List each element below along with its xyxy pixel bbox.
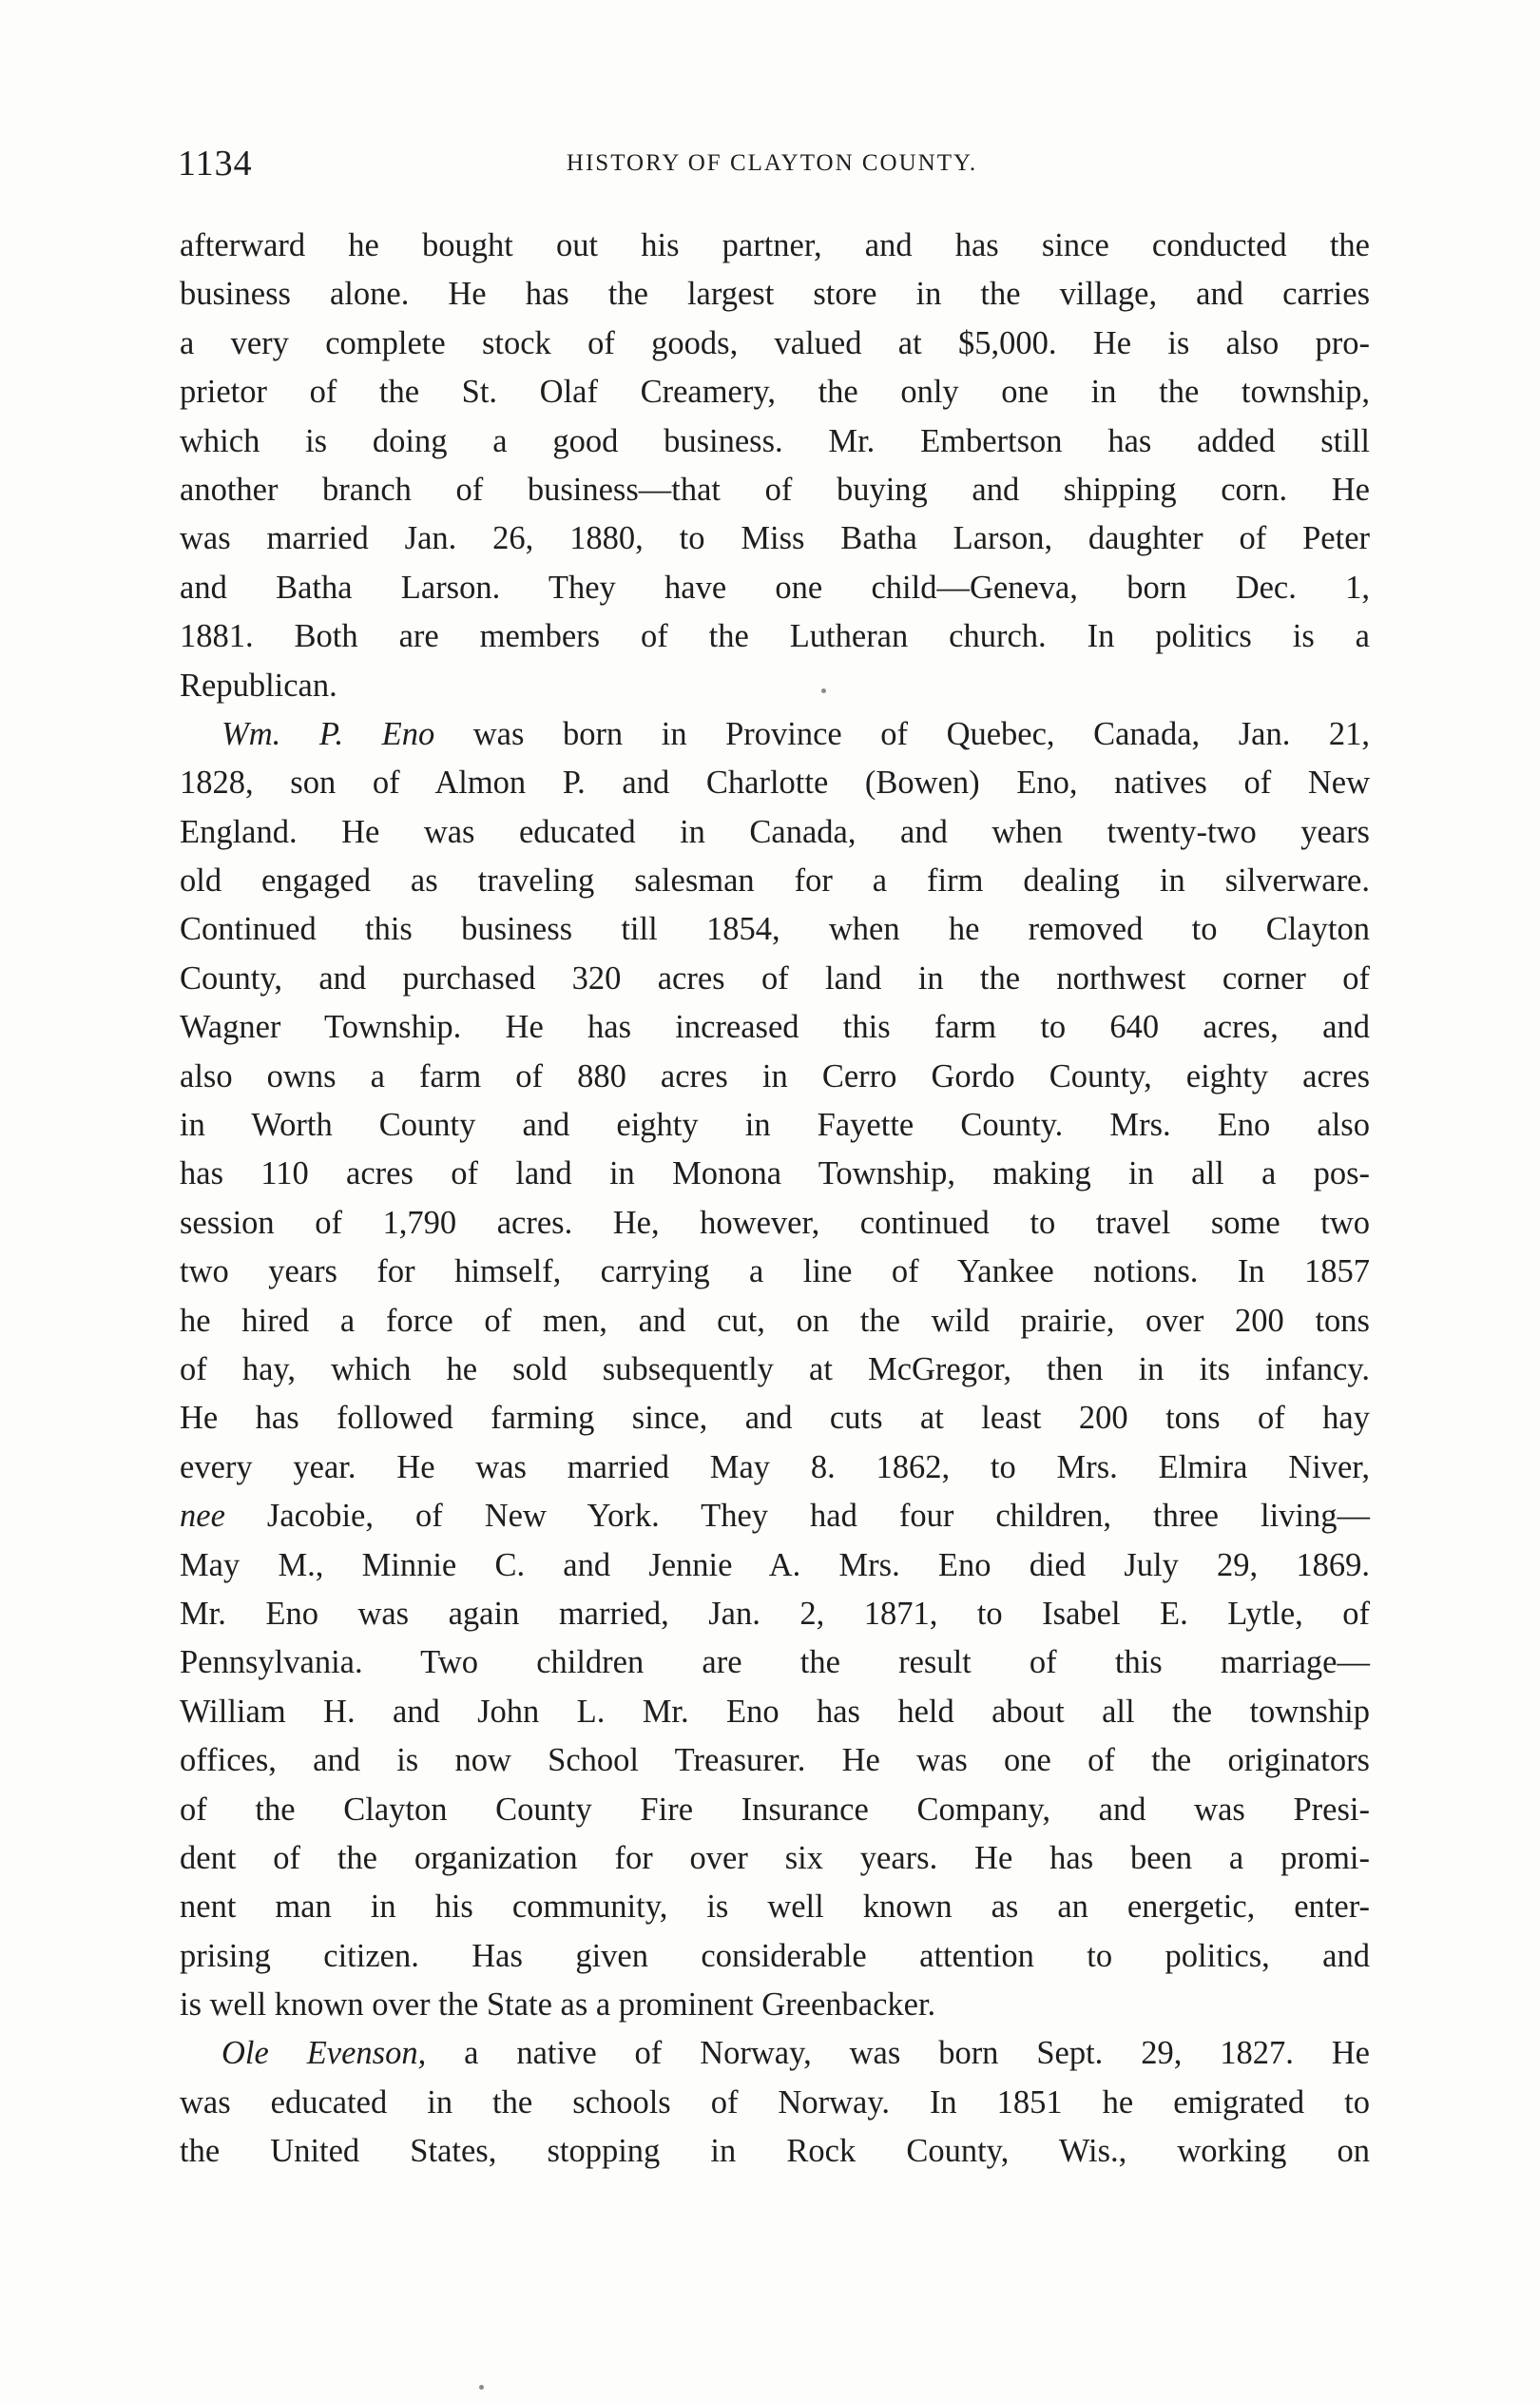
text-line: old engaged as traveling salesman for a firm dealing in silverware. bbox=[180, 862, 1370, 900]
subject-name-eno: Wm. P. Eno bbox=[221, 715, 435, 752]
text-line: and Batha Larson. They have one child—Geneva, born Dec. 1, bbox=[180, 569, 1370, 606]
text-line: Mr. Eno was again married, Jan. 2, 1871, to Isabel E. Lytle, of bbox=[180, 1595, 1370, 1632]
text-line: afterward he bought out his partner, and has since conducted the bbox=[180, 227, 1370, 263]
print-speck bbox=[821, 688, 826, 693]
text-line: He has followed farming since, and cuts at least 200 tons of hay bbox=[180, 1400, 1370, 1437]
text-line: Wagner Township. He has increased this farm to 640 acres, and bbox=[180, 1009, 1370, 1046]
text-line: two years for himself, carrying a line of Yankee notions. In 1857 bbox=[180, 1253, 1370, 1290]
text-line: in Worth County and eighty in Fayette County. Mrs. Eno also bbox=[180, 1107, 1370, 1144]
text-line: also owns a farm of 880 acres in Cerro Gordo County, eighty acres bbox=[180, 1057, 1370, 1094]
text-line: he hired a force of men, and cut, on the wild prairie, over 200 tons bbox=[180, 1302, 1370, 1339]
text-line: was married Jan. 26, 1880, to Miss Batha Larson, daughter of Peter bbox=[180, 520, 1370, 557]
text-line: England. He was educated in Canada, and when twenty-two years bbox=[180, 813, 1370, 850]
text-line: of the Clayton County Fire Insurance Company, and was Presi- bbox=[180, 1791, 1370, 1828]
text-line: which is doing a good business. Mr. Embertson has added still bbox=[180, 422, 1370, 459]
text-line: 1881. Both are members of the Lutheran church. In politics is a bbox=[180, 618, 1370, 655]
text-line: prietor of the St. Olaf Creamery, the only one in the township, bbox=[180, 374, 1370, 411]
page-number: 1134 bbox=[178, 144, 253, 184]
text-line-nee bbox=[180, 1492, 1370, 1540]
text-line: is well known over the State as a prominent Greenbacker. bbox=[180, 1986, 936, 2024]
page-header bbox=[178, 143, 1366, 190]
print-speck bbox=[479, 2385, 484, 2390]
text-line: nent man in his community, is well known as an energetic, enter- bbox=[180, 1889, 1370, 1926]
text-line: William H. and John L. Mr. Eno has held about all the township bbox=[180, 1693, 1370, 1730]
body-text bbox=[180, 222, 1370, 2177]
text-line: a native of Norway, was born Sept. 29, 1827. He bbox=[464, 2035, 1370, 2072]
text-line: Republican. bbox=[180, 667, 337, 704]
text-line: Continued this business till 1854, when he removed to Clayton bbox=[180, 911, 1370, 948]
text-line: has 110 acres of land in Monona Township, making in all a pos- bbox=[180, 1155, 1370, 1192]
paragraph-start-evenson bbox=[180, 2029, 1370, 2078]
text-line: business alone. He has the largest store in the village, and carries bbox=[180, 276, 1370, 313]
text-line: dent of the organization for over six years. He has been a promi- bbox=[180, 1839, 1370, 1876]
text-line: every year. He was married May 8. 1862, to Mrs. Elmira Niver, bbox=[180, 1448, 1370, 1485]
text-line: of hay, which he sold subsequently at McGregor, then in its infancy. bbox=[180, 1350, 1370, 1387]
text-line: prising citizen. Has given considerable attention to politics, and bbox=[180, 1937, 1370, 1974]
text-line: the United States, stopping in Rock County, Wis., working on bbox=[180, 2133, 1370, 2170]
paragraph-start-eno bbox=[180, 710, 1370, 759]
text-line: May M., Minnie C. and Jennie A. Mrs. Eno died July 29, 1869. bbox=[180, 1546, 1370, 1583]
nee-word: nee bbox=[180, 1498, 225, 1535]
text-line: session of 1,790 acres. He, however, continued to travel some two bbox=[180, 1204, 1370, 1241]
text-line: Jacobie, of New York. They had four children, three living— bbox=[266, 1498, 1371, 1535]
text-line: was educated in the schools of Norway. In 1851 he emigrated to bbox=[180, 2083, 1370, 2121]
text-line: offices, and is now School Treasurer. He was one of the originators bbox=[180, 1742, 1370, 1779]
text-line: 1828, son of Almon P. and Charlotte (Bowen) Eno, natives of New bbox=[180, 765, 1370, 802]
text-line: Pennsylvania. Two children are the result of this marriage— bbox=[180, 1644, 1370, 1681]
subject-name-evenson: Ole Evenson, bbox=[221, 2035, 427, 2072]
text-line: a very complete stock of goods, valued at $5,000. He is also pro- bbox=[180, 324, 1370, 361]
text-line: was born in Province of Quebec, Canada, Jan. 21, bbox=[472, 715, 1370, 752]
running-head: HISTORY OF CLAYTON COUNTY. bbox=[566, 150, 978, 176]
text-line: County, and purchased 320 acres of land in the northwest corner of bbox=[180, 959, 1370, 997]
text-line: another branch of business—that of buying and shipping corn. He bbox=[180, 471, 1370, 508]
